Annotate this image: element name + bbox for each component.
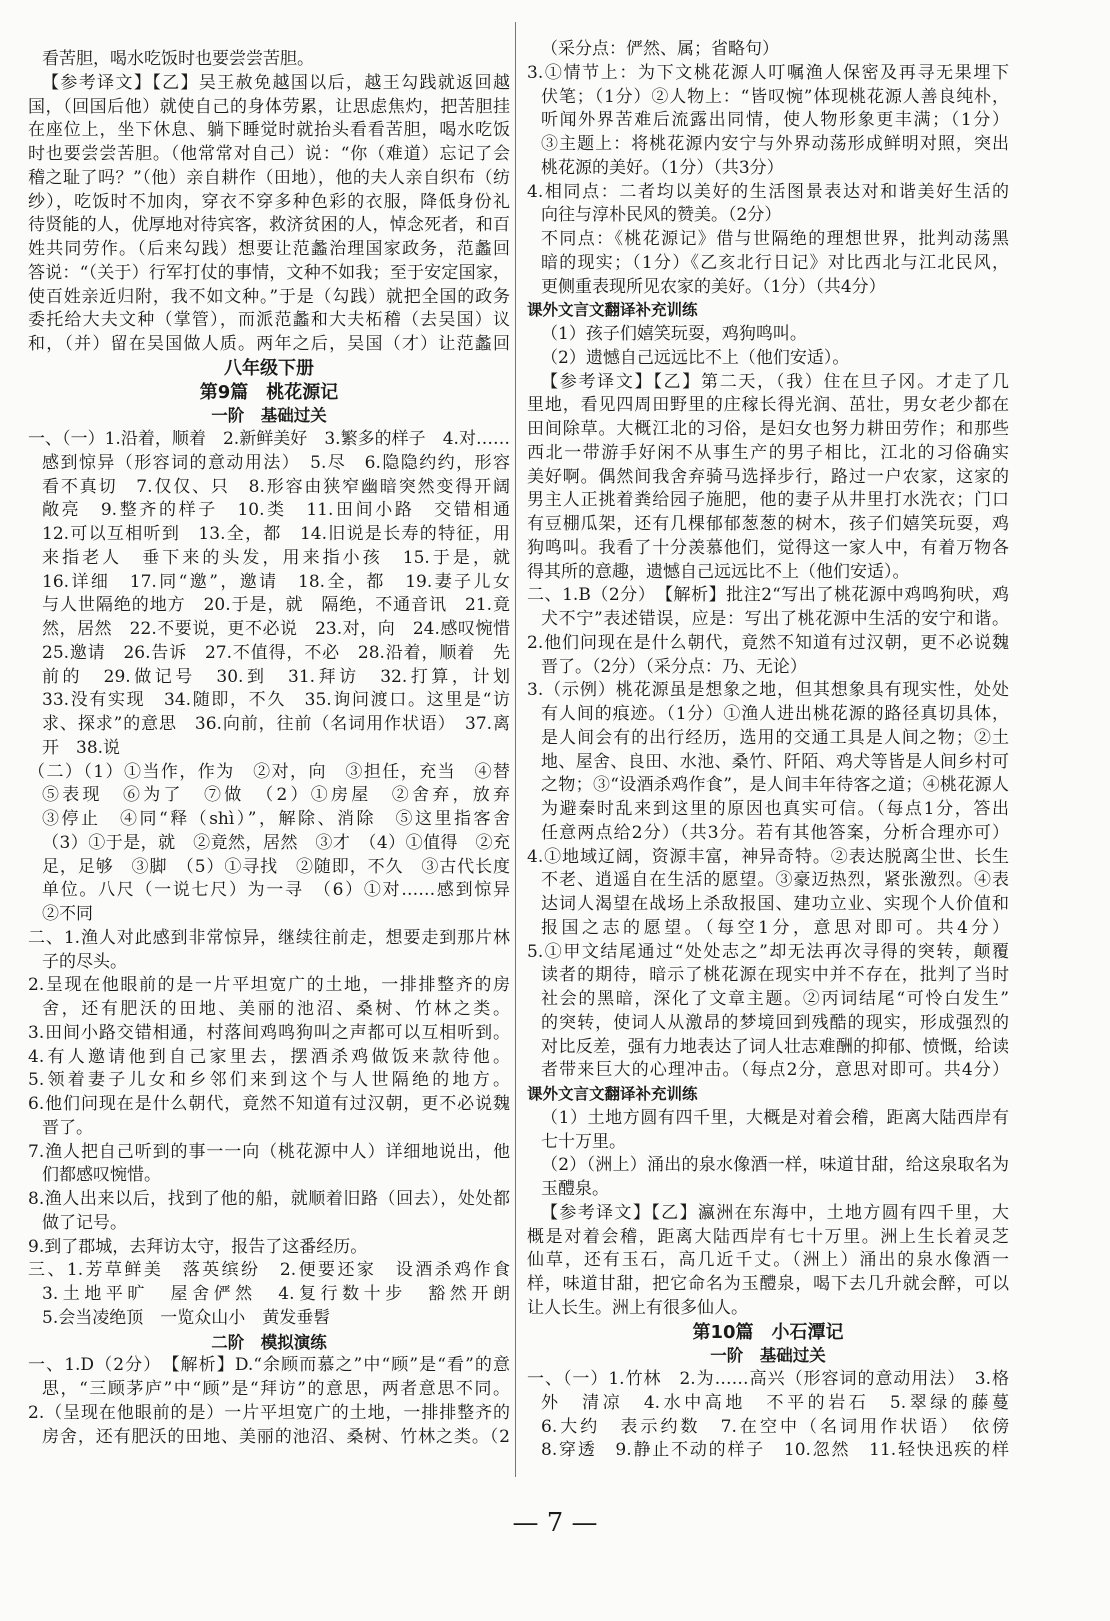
text-line: 为避秦时乱来到这里的原因也真实可信。（每点1分，答出 [541,799,1009,819]
text-line: 晋了。 [42,1117,93,1138]
text-line: 看不真切 7.仅仅、只 8.形容由狭窄幽暗突然变得开阔 [42,476,510,497]
text-line: 不老、逍遥自在生活的愿望。③豪迈热烈，紧张激烈。④表 [541,870,1009,891]
text-line: （1）孩子们嬉笑玩耍，鸡狗鸣叫。 [541,324,807,344]
text-line: 向往与淳朴民风的赞美。（2分） [541,205,782,226]
text-line: 前的 29.做记号 30.到 31.拜访 32.打算，计划 [42,666,510,687]
text-line: 足，足够 ③脚 （5）①寻找 ②随即，不久 ③古代长度 [42,856,510,877]
text-line: 对比反差，强有力地表达了词人壮志难酬的抑郁、愤慨，给读 [541,1036,1009,1057]
text-line: 3.土地平旷 屋舍俨然 4.复行数十步 豁然开朗 [42,1284,510,1304]
text-line: 时也要尝尝苦胆。（他常常对自己）说：“你（难道）忘记了会 [28,144,510,164]
text-line: （1）土地方圆有四千里，大概是对着会稽，距离大陆西岸有 [541,1107,1009,1128]
text-line: 得其所的意趣，遗憾自己远远比不上（他们安适）。 [527,561,910,582]
text-line: 伏笔；（1分）②人物上：“皆叹惋”体现桃花源人善良纯朴， [541,86,1009,107]
text-line: 25.邀请 26.告诉 27.不值得，不必 28.沿着，顺着 先 [42,642,510,663]
text-line: 外 清凉 4.水中高地 不平的岩石 5.翠绿的藤蔓 [541,1392,1009,1413]
text-line: 犬不宁”表述错误，应是：写出了桃花源中生活的安宁和谐。 [541,609,1009,629]
text-line: 4.①地域辽阔，资源丰富，神异奇特。②表达脱离尘世、长生 [527,846,1009,867]
text-line: 不同点：《桃花源记》借与世隔绝的理想世界，批判动荡黑 [541,229,1009,249]
text-line: （二）（1）①当作，作为 ②对，向 ③担任，充当 ④替 [28,761,510,782]
section-heading: 八年级下册 [224,357,314,379]
text-line: 国，（回国后他）就使自己的身体劳累，让思虑焦灼，把苦胆挂 [28,96,510,117]
text-line: 5.领着妻子儿女和乡邻们来到这个与人世隔绝的地方。 [28,1070,510,1091]
text-line: 答说：“（关于）行军打仗的事情，文种不如我；至于安定国家， [28,262,510,283]
text-line: 的突转，使词人从激昂的梦境回到残酷的现实，形成强烈的 [541,1012,1009,1033]
text-line: 4.有人邀请他到自己家里去，摆酒杀鸡做饭来款待他。 [28,1046,510,1067]
text-line: 【参考译文】【乙】第二天，（我）住在旦子冈。才走了几 [541,371,1009,392]
text-line: 一、（一）1.沿着，顺着 2.新鲜美好 3.繁多的样子 4.对…… [28,429,510,449]
text-line: 一、1.D（2分） 【解析】D.“余顾而慕之”中“顾”是“看”的意 [28,1355,510,1376]
text-line: 有豆棚瓜架，还有几棵郁郁葱葱的树木，孩子们嬉笑玩耍，鸡 [527,514,1009,534]
text-line: 与人世隔绝的地方 20.于是，就 隔绝，不通音讯 21.竟 [42,595,510,616]
text-line: 地、屋舍、良田、水池、桑竹、阡陌、鸡犬等皆是人间乡村可 [541,751,1009,772]
text-line: 2.呈现在他眼前的是一片平坦宽广的土地，一排排整齐的房 [28,975,510,996]
text-line: 委托给大夫文种（掌管），而派范蠡和大夫柘稽（去吴国）议 [28,310,510,331]
text-line: 有人间的痕迹。（1分）①渔人进出桃花源的路径真切具体， [541,704,1009,724]
text-line: 5.会当凌绝顶 一览众山小 黄发垂髫 [42,1307,331,1328]
text-line: 单位。八尺（一说七尺）为一寻 （6）①对……感到惊异 [42,880,510,901]
section-heading: 一阶 基础过关 [710,1346,826,1366]
text-line: 感到惊异（形容词的意动用法） 5.尽 6.隐隐约约，形容 [42,452,510,473]
text-line: 暗的现实；（1分）《乙亥北行日记》对比西北与江北民风， [541,252,1009,273]
right-column [527,38,1009,1463]
text-line: 七十万里。 [541,1131,626,1152]
text-line: 更侧重表现所见农家的美好。（1分）（共4分） [541,276,886,297]
text-line: 让人长生。洲上有很多仙人。 [527,1297,748,1318]
text-line: （2）遗憾自己远远比不上（他们安适）。 [541,347,850,368]
text-line: 西北一带游手好闲不从事生产的男子相比，江北的习俗确实 [527,442,1009,463]
text-line: 8.渔人出来以后，找到了他的船，就顺着旧路（回去），处处都 [28,1189,510,1209]
page-number: — 7 — [512,1508,598,1538]
text-line: 稽之耻了吗？”（他）亲自耕作（田地），他的夫人亲自织布（纺 [28,167,510,188]
text-line: 仙草，还有玉石，高几近千丈。（洲上）涌出的泉水像酒一 [527,1250,1009,1271]
text-line: 开 38.说 [42,737,121,758]
text-line: 二、1.渔人对此感到非常惊异，继续往前走，想要走到那片林 [28,927,510,948]
text-line: 三、1.芳草鲜美 落英缤纷 2.便要还家 设酒杀鸡作食 [28,1260,510,1281]
text-line: （2）（洲上）涌出的泉水像酒一样，味道甘甜，给这泉取名为 [541,1155,1009,1176]
text-line: ⑤表现 ⑥为了 ⑦做 （2）①房屋 ②舍弃，放弃 [42,785,510,806]
text-line: （采分点：俨然、属；省略句） [541,39,779,59]
text-line: 2.（呈现在他眼前的是）一片平坦宽广的土地，一排排整齐的 [28,1402,510,1423]
text-line: 们都感叹惋惜。 [42,1165,161,1186]
text-line: 姓共同劳作。（后来勾践）想要让范蠡治理国家政务，范蠡回 [28,239,510,259]
text-line: 在座位上，坐下休息、躺下睡觉时就抬头看看苦胆，喝水吃饭 [28,120,510,141]
text-line: 是人间会有的出行经历，选用的交通工具是人间之物；②土 [541,727,1009,748]
left-column [28,48,510,1449]
text-line: 者带来巨大的心理冲击。（每点2分，意思对即可。共4分） [541,1060,1009,1081]
text-line: 敞亮 9.整齐的样子 10.类 11.田间小路 交错相通 [42,500,510,521]
text-line: 来指老人 垂下来的头发，用来指小孩 15.于是，就 [42,547,510,568]
text-line: 任意两点给2分）（共3分。若有其他答案，分析合理亦可） [541,822,1009,843]
text-line: 报国之志的愿望。（每空1分，意思对即可。共4分） [541,917,1009,938]
text-line: 田间除草。大概江北的习俗，是妇女也努力耕田劳作；和那些 [527,419,1009,439]
text-line: 5.①甲文结尾通过“处处志之”却无法再次寻得的突转，颠覆 [527,941,1009,962]
text-line: 达词人渴望在战场上杀敌报国、建功立业、实现个人价值和 [541,894,1009,914]
section-heading: 二阶 模拟演练 [211,1332,327,1352]
text-line: ③停止 ④同“释（shì）”，解除、消除 ⑤这里指客舍 [42,809,510,829]
text-line: 做了记号。 [42,1212,127,1233]
text-line: ②不同 [42,904,93,924]
text-line: 美好啊。偶然间我舍弃骑马选择步行，路过一户农家，这家的 [527,466,1009,487]
section-heading: 课外文言文翻译补充训练 [527,301,698,320]
text-line: 12.可以互相听到 13.全，都 14.旧说是长寿的特征，用 [42,524,510,544]
section-heading: 课外文言文翻译补充训练 [527,1085,698,1103]
text-line: 4.相同点：二者均以美好的生活图景表达对和谐美好生活的 [527,181,1009,202]
text-line: 看苦胆，喝水吃饭时也要尝尝苦胆。 [42,49,314,69]
text-line: 纱），吃饭时不加肉，穿衣不穿多种色彩的衣服，降低身份礼 [28,191,510,212]
text-line: 桃花源的美好。（1分）（共3分） [541,157,784,178]
text-line: 3.①情节上：为下文桃花源人叮嘱渔人保密及再寻无果埋下 [527,62,1009,83]
text-line: 社会的黑暗，深化了文章主题。②丙词结尾“可怜白发生” [541,989,1009,1009]
text-line: 房舍，还有肥沃的田地、美丽的池沼、桑树、竹林之类。（2 [42,1426,510,1447]
text-line: 16.详细 17.同“邀”，邀请 18.全，都 19.妻子儿女 [42,571,510,592]
text-line: 样，味道甘甜，把它命名为玉醴泉，喝下去几升就会醉，可以 [527,1274,1009,1294]
text-line: 和，（并）留在吴国做人质。两年之后，吴国（才）让范蠡回 [28,334,510,354]
text-line: 9.到了郡城，去拜访太守，报告了这番经历。 [28,1236,368,1257]
text-line: 6.他们问现在是什么朝代，竟然不知道有过汉朝，更不必说魏 [28,1094,510,1114]
text-line: ③主题上：将桃花源内安宁与外界动荡形成鲜明对照，突出 [541,134,1009,154]
text-line: 子的尽头。 [42,951,127,972]
text-line: 求、探求”的意思 36.向前，往前（名词用作状语） 37.离 [42,714,510,734]
section-heading: 第9篇 桃花源记 [199,381,339,403]
text-line: 概是对着会稽，距离大陆西岸有七十万里。洲上生长着灵芝 [527,1226,1009,1247]
text-line: 之物；③“设酒杀鸡作食”，是人间丰年待客之道；④桃花源人 [541,775,1009,796]
text-line: 【参考译文】【乙】瀛洲在东海中，土地方圆有四千里，大 [541,1202,1009,1223]
text-line: 8.穿透 9.静止不动的样子 10.忽然 11.轻快迅疾的样 [541,1440,1009,1461]
text-line: 晋了。（2分）（采分点：乃、无论） [541,656,807,677]
text-line: 待贤能的人，优厚地对待宾客，救济贫困的人，悼念死者，和百 [28,215,510,236]
text-line: 二、1.B（2分） 【解析】批注2“写出了桃花源中鸡鸣狗吠，鸡 [527,585,1009,606]
text-line: 玉醴泉。 [541,1179,609,1199]
text-line: 使百姓亲近归附，我不如文种。”于是（勾践）就把全国的政务 [28,286,510,307]
text-line: （3）①于是，就 ②竟然，居然 ③才 （4）①值得 ②充 [42,832,510,853]
text-line: 里地，看见四周田野里的庄稼长得光润、茁壮，男女老少都在 [527,395,1009,416]
section-heading: 第10篇 小石潭记 [692,1321,844,1343]
text-line: 然，居然 22.不要说，更不必说 23.对，向 24.感叹惋惜 [42,619,510,639]
text-line: 33.没有实现 34.随即，不久 35.询问渡口。这里是“访 [42,690,510,711]
section-heading: 一阶 基础过关 [211,406,327,426]
text-line: 6.大约 表示约数 7.在空中（名词用作状语） 依傍 [541,1416,1009,1437]
text-line: 7.渔人把自己听到的事一一向（桃花源中人）详细地说出，他 [28,1141,510,1162]
text-line: 舍，还有肥沃的田地、美丽的池沼、桑树、竹林之类。 [42,999,510,1019]
text-line: 思，“三顾茅庐”中“顾”是“拜访”的意思，两者意思不同。 [42,1379,510,1399]
text-line: 2.他们问现在是什么朝代，竟然不知道有过汉朝，更不必说魏 [527,632,1009,653]
text-line: 3.田间小路交错相通，村落间鸡鸣狗叫之声都可以互相听到。 [28,1022,510,1043]
text-line: 读者的期待，暗示了桃花源在现实中并不存在，批判了当时 [541,965,1009,986]
text-line: 【参考译文】【乙】吴王赦免越国以后，越王勾践就返回越 [42,72,510,93]
text-line: 听闻外界苦难后流露出同情，使人物形象更丰满；（1分） [541,110,1009,131]
text-line: 狗鸣叫。我看了十分羡慕他们，觉得这一家人中，有着万物各 [527,537,1009,558]
column-divider [515,22,516,1477]
text-line: 一、（一）1.竹林 2.为……高兴（形容词的意动用法） 3.格 [527,1369,1009,1389]
text-line: 男主人正挑着粪给园子施肥，他的妻子从井里打水洗衣；门口 [527,490,1009,511]
text-line: 3.（示例）桃花源虽是想象之地，但其想象具有现实性，处处 [527,680,1009,701]
